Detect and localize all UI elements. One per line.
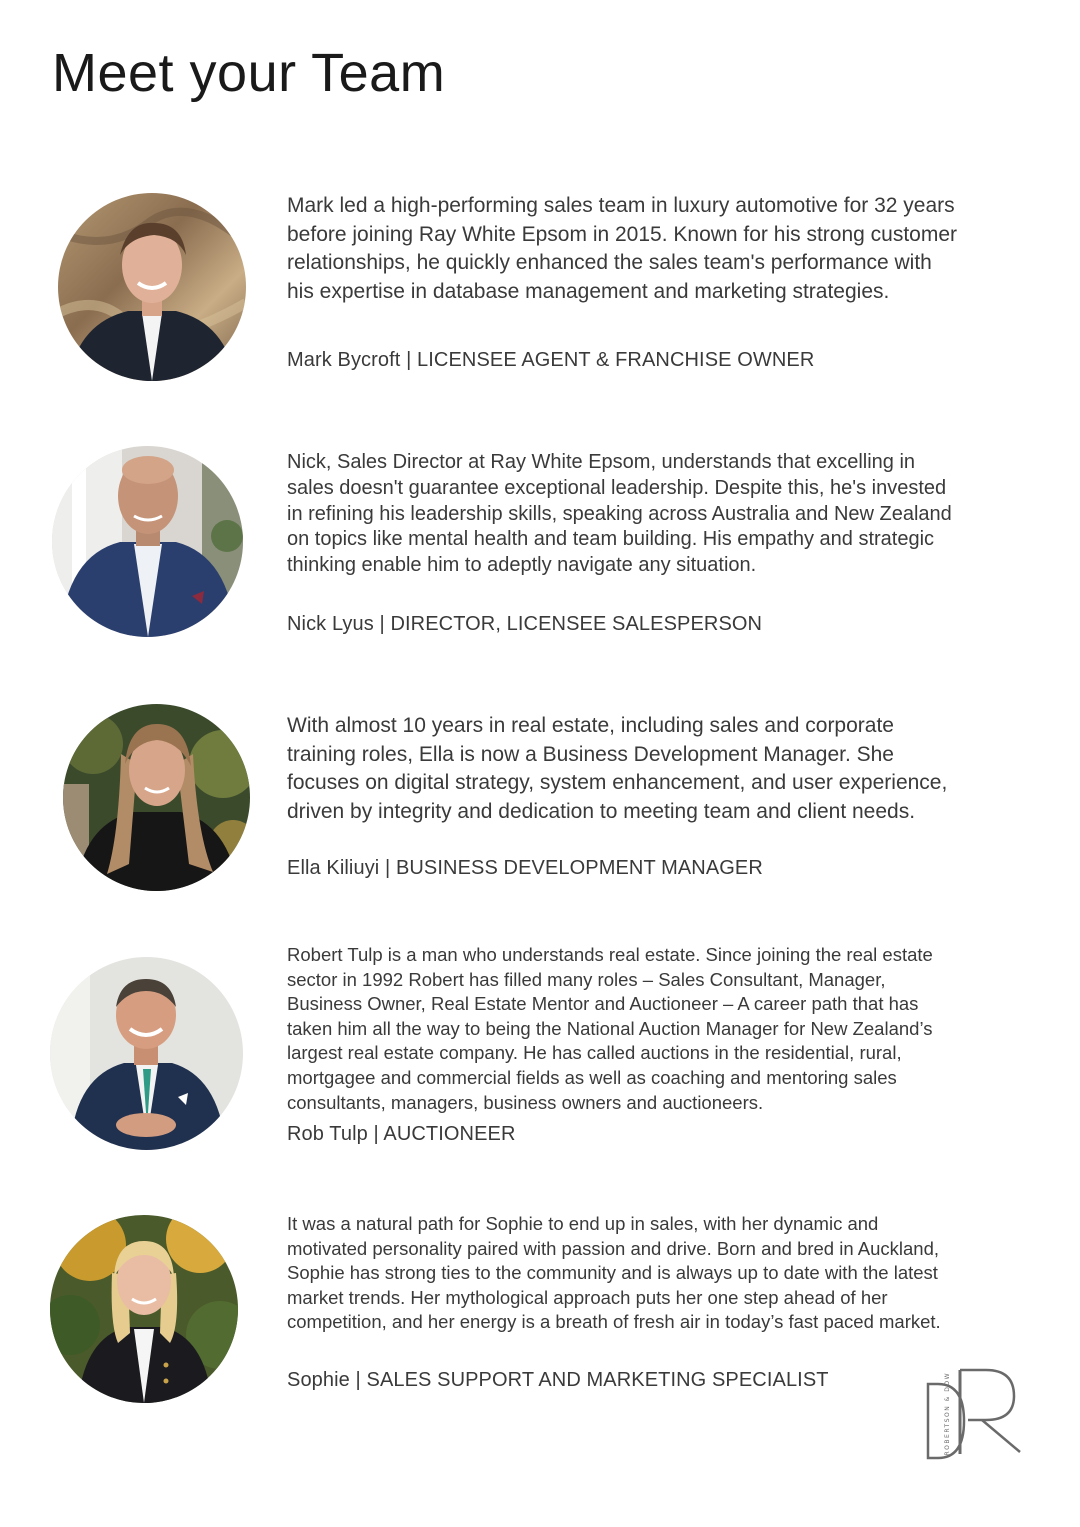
portrait-photo-mark [58,193,246,381]
member-caption [287,1123,962,1146]
portrait-photo-ella [63,704,250,891]
member-name: Rob Tulp [287,1123,368,1145]
member-bio: It was a natural path for Sophie to end up in sales, with her dynamic and motivated personality paired with passion and drive. Born and bred in Auckland, Sophie has strong ties to the community and is always up to date with the latest market trends. Her mythological approach puts her one step ahead of her competition, and her energy is a breath of fresh air in today’s fast paced market. [287,1213,941,1333]
member-name: Nick Lyus [287,613,374,635]
member-caption [287,857,962,880]
member-name: Sophie [287,1369,350,1391]
caption-separator: | [379,857,396,879]
portrait-photo-sophie [50,1215,238,1403]
member-role: SALES SUPPORT AND MARKETING SPECIALIST [366,1369,829,1391]
member-bio: Mark led a high-performing sales team in luxury automotive for 32 years before joining Ray White Epsom in 2015. Known for his strong customer relationships, he quickly enhanced the sales team's performance with his expertise in database management and marketing strategies. [287,194,958,303]
member-role: DIRECTOR, LICENSEE SALESPERSON [390,613,763,635]
caption-separator: | [349,1369,367,1391]
caption-separator: | [373,613,391,635]
member-bio: Nick, Sales Director at Ray White Epsom, understands that excelling in sales doesn't guarantee exceptional leadership. Despite this, he's invested in refining his leadership skills, speaking across Australia and New Zealand on topics like mental health and team building. His empathy and strategic thinking enable him to adeptly navigate any situation. [287,451,952,577]
logo-wordmark: ROBERTSON & DOW [944,1372,951,1456]
portrait-photo-nick [52,446,243,637]
page-title: Meet your Team [52,43,446,103]
member-role: BUSINESS DEVELOPMENT MANAGER [395,857,763,879]
portrait-photo-rob [50,957,243,1150]
member-caption [287,349,962,372]
robertson-dow-logo-icon [924,1364,1024,1464]
caption-separator: | [367,1123,384,1145]
member-bio: With almost 10 years in real estate, including sales and corporate training roles, Ella is now a Business Development Manager. She focuses on digital strategy, system enhancement, and user experience, driven by integrity and dedication to meeting team and client needs. [287,714,948,823]
member-caption [287,1369,962,1392]
member-role: AUCTIONEER [383,1123,516,1145]
member-name: Mark Bycroft [287,349,401,371]
member-role: LICENSEE AGENT & FRANCHISE OWNER [417,349,815,371]
member-name: Ella Kiliuyi [287,857,380,879]
member-bio: Robert Tulp is a man who understands real estate. Since joining the real estate sector in 1992 Robert has filled many roles – Sales Consultant, Manager, Business Owner, Real Estate Mentor and Auctioneer – A career path that has taken him all the way to being the National Auction Manager for New Zealand’s largest real estate company. He has called auctions in the residential, rural, mortgagee and commercial fields as well as coaching and mentoring sales consultants, managers, business owners and auctioneers. [287,944,933,1113]
caption-separator: | [400,349,418,371]
member-caption [287,613,962,636]
